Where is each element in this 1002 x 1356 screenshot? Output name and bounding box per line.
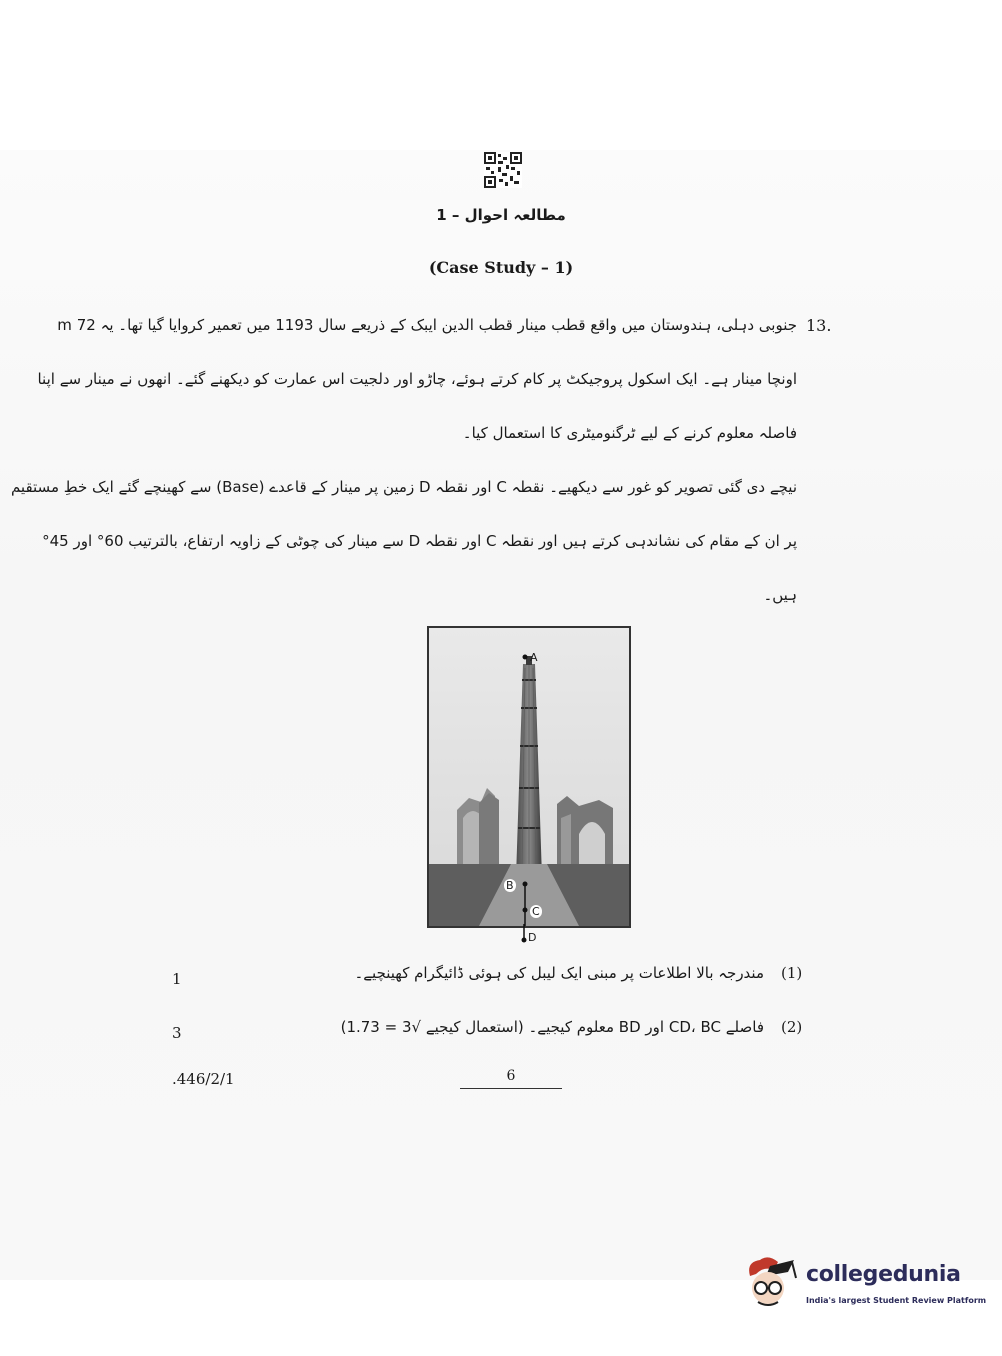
subquestion-1-label: (1) — [781, 964, 803, 982]
subquestion-1-text: مندرجہ بالا اطلاعات پر مبنی ایک لیبل کی ہوئی ڈائیگرام کھینچیے۔ — [354, 964, 764, 982]
question-line-4: نیچے دی گئی تصویر کو غور سے دیکھیے۔ نقطہ C اور نقطہ D زمین پر مینار کے قاعدے (Base) سے کھینچے گئے ایک خطِ مستقیم — [10, 478, 797, 496]
qutub-minar-figure — [427, 626, 631, 928]
question-line-5: پر ان کے مقام کی نشاندہی کرتے ہیں اور نقطہ C اور نقطہ D سے مینار کی چوٹی کے زاویہ ارتفاع، بالترتیب 60° اور 45° — [42, 532, 797, 550]
page-number: 6 — [460, 1068, 562, 1089]
question-line-2: اونچا مینار ہے۔ ایک اسکول پروجیکٹ پر کام کرتے ہوئے، چاڑو اور دلجیت اس عمارت کو دیکھنے گئے۔ انھوں نے مینار سے اپنا — [37, 370, 797, 388]
point-label-a: A — [530, 651, 538, 664]
collegedunia-brand: collegedunia — [806, 1262, 961, 1287]
subquestion-2-label: (2) — [781, 1018, 803, 1036]
collegedunia-tagline: India's largest Student Review Platform — [806, 1296, 987, 1305]
qr-code-icon — [484, 152, 522, 188]
question-line-1: جنوبی دہلی، ہندوستان میں واقع قطب مینار قطب الدین ایبک کے ذریعے سال 1193 میں تعمیر کروایا گیا تھا۔ یہ 72 m — [57, 316, 797, 334]
subquestion-2-marks: 3 — [172, 1024, 182, 1042]
qutub-minar-illustration — [429, 628, 629, 926]
point-label-c: C — [532, 905, 540, 918]
question-line-3: فاصلہ معلوم کرنے کے لیے ٹرگنومیٹری کا استعمال کیا۔ — [462, 424, 797, 442]
point-label-d: D — [528, 931, 537, 944]
subquestion-1-marks: 1 — [172, 970, 182, 988]
question-line-6: ہیں۔ — [763, 586, 797, 604]
subquestion-2-text: فاصلے CD، BC اور BD معلوم کیجیے۔ (استعمال کیجیے √3 = 1.73) — [340, 1018, 764, 1036]
point-label-b: B — [506, 879, 514, 892]
case-study-title-english: (Case Study – 1) — [428, 258, 574, 277]
paper-code: .446/2/1 — [172, 1070, 235, 1088]
case-study-title-urdu: مطالعہ احوال – 1 — [436, 206, 566, 224]
collegedunia-logo-icon — [744, 1256, 802, 1312]
question-number: 13. — [806, 316, 832, 335]
